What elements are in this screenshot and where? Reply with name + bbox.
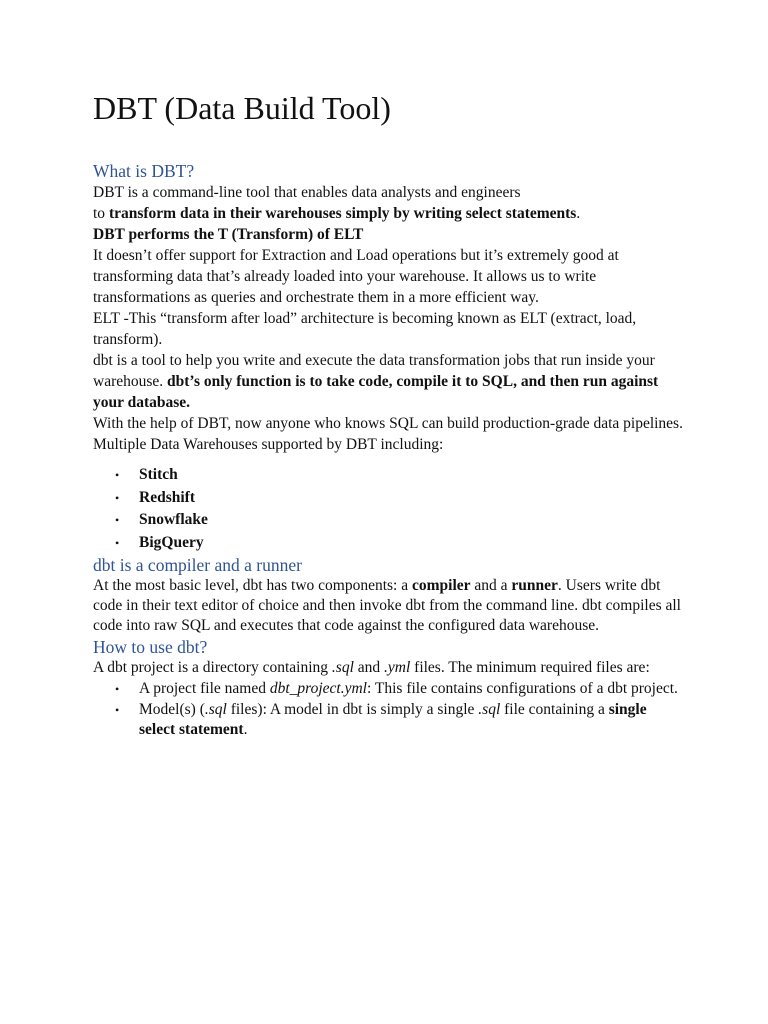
compiler-para-prefix: At the most basic level, dbt has two components: a (93, 577, 412, 594)
required-files-list (93, 679, 683, 740)
bullet-icon: • (115, 513, 120, 527)
sql-paragraph: With the help of DBT, now anyone who knows SQL can build production-grade data pipelines. (93, 415, 683, 432)
item2-suffix: . (243, 721, 248, 738)
item2-extension-2: .sql (478, 701, 501, 718)
warehouse-name: Stitch (139, 466, 178, 483)
item1-filename: dbt_project.yml (269, 680, 367, 697)
project-para-prefix: A dbt project is a directory containing (93, 659, 332, 676)
yml-extension: .yml (384, 659, 411, 676)
tool-paragraph-bold: dbt’s only function is to take code, compile it to SQL, and then run against your database. (93, 373, 659, 411)
support-paragraph: It doesn’t offer support for Extraction and Load operations but it’s extremely good at transforming data that’s already loaded into your warehouse. It allows us to write transformations as queries and orchestrate them in a more efficient way. (93, 247, 619, 306)
bullet-icon: • (115, 468, 120, 482)
item2-prefix: Model(s) ( (139, 701, 205, 718)
heading-what-is-dbt: What is DBT? (93, 161, 195, 181)
item1-prefix: A project file named (139, 680, 270, 697)
warehouse-name: Snowflake (139, 511, 208, 528)
runner-term: runner (511, 577, 558, 594)
warehouse-name: Redshift (139, 488, 195, 506)
warehouse-list (93, 464, 683, 554)
intro-paragraph (93, 182, 683, 224)
compiler-para-suffix: . Users write dbt code in their text editor of choice and then invoke dbt from the command line. dbt compiles all code into raw SQL and executes that code against the configured data warehouse. (93, 577, 681, 634)
warehouses-intro: Multiple Data Warehouses supported by DBT including: (93, 436, 444, 453)
intro-line2-prefix: to (93, 205, 109, 222)
bullet-icon: • (115, 490, 120, 505)
heading-how-to-use: How to use dbt? (93, 637, 208, 657)
item2-mid: files): A model in dbt is simply a single (226, 701, 479, 718)
tool-paragraph-text: dbt is a tool to help you write and execute the data transformation jobs that run inside your warehouse. (93, 352, 655, 390)
sql-extension: .sql (331, 659, 354, 676)
compiler-paragraph (93, 576, 683, 636)
intro-line1: DBT is a command-line tool that enables data analysts and engineers (93, 184, 521, 201)
list-item (115, 700, 683, 740)
document-page (93, 84, 683, 740)
project-paragraph (93, 658, 683, 678)
bullet-icon: • (115, 682, 120, 696)
elt-paragraph: ELT -This “transform after load” architecture is becoming known as ELT (extract, load, transform). (93, 310, 637, 348)
bullet-icon: • (115, 535, 120, 550)
compiler-para-and: and a (470, 577, 512, 594)
item2-bold: single select statement (139, 701, 647, 738)
list-item (115, 487, 683, 510)
tool-paragraph (93, 350, 683, 413)
list-item (115, 509, 683, 532)
item1-suffix: : This file contains configurations of a dbt project. (366, 680, 678, 697)
list-item (115, 679, 683, 699)
list-item (115, 464, 683, 487)
item2-mid-2: file containing a (500, 701, 609, 718)
document-title: DBT (Data Build Tool) (93, 90, 391, 126)
project-para-and: and (353, 659, 385, 676)
intro-line2-suffix: . (576, 205, 581, 222)
bullet-icon: • (115, 703, 120, 717)
intro-line2-bold: transform data in their warehouses simply by writing select statements (108, 205, 577, 222)
warehouse-name: BigQuery (139, 533, 204, 551)
item2-extension: .sql (204, 701, 227, 718)
heading-compiler-runner: dbt is a compiler and a runner (93, 555, 302, 575)
transform-statement: DBT performs the T (Transform) of ELT (93, 226, 364, 243)
list-item (115, 532, 683, 555)
compiler-term: compiler (411, 577, 471, 594)
project-para-suffix: files. The minimum required files are: (410, 659, 650, 676)
